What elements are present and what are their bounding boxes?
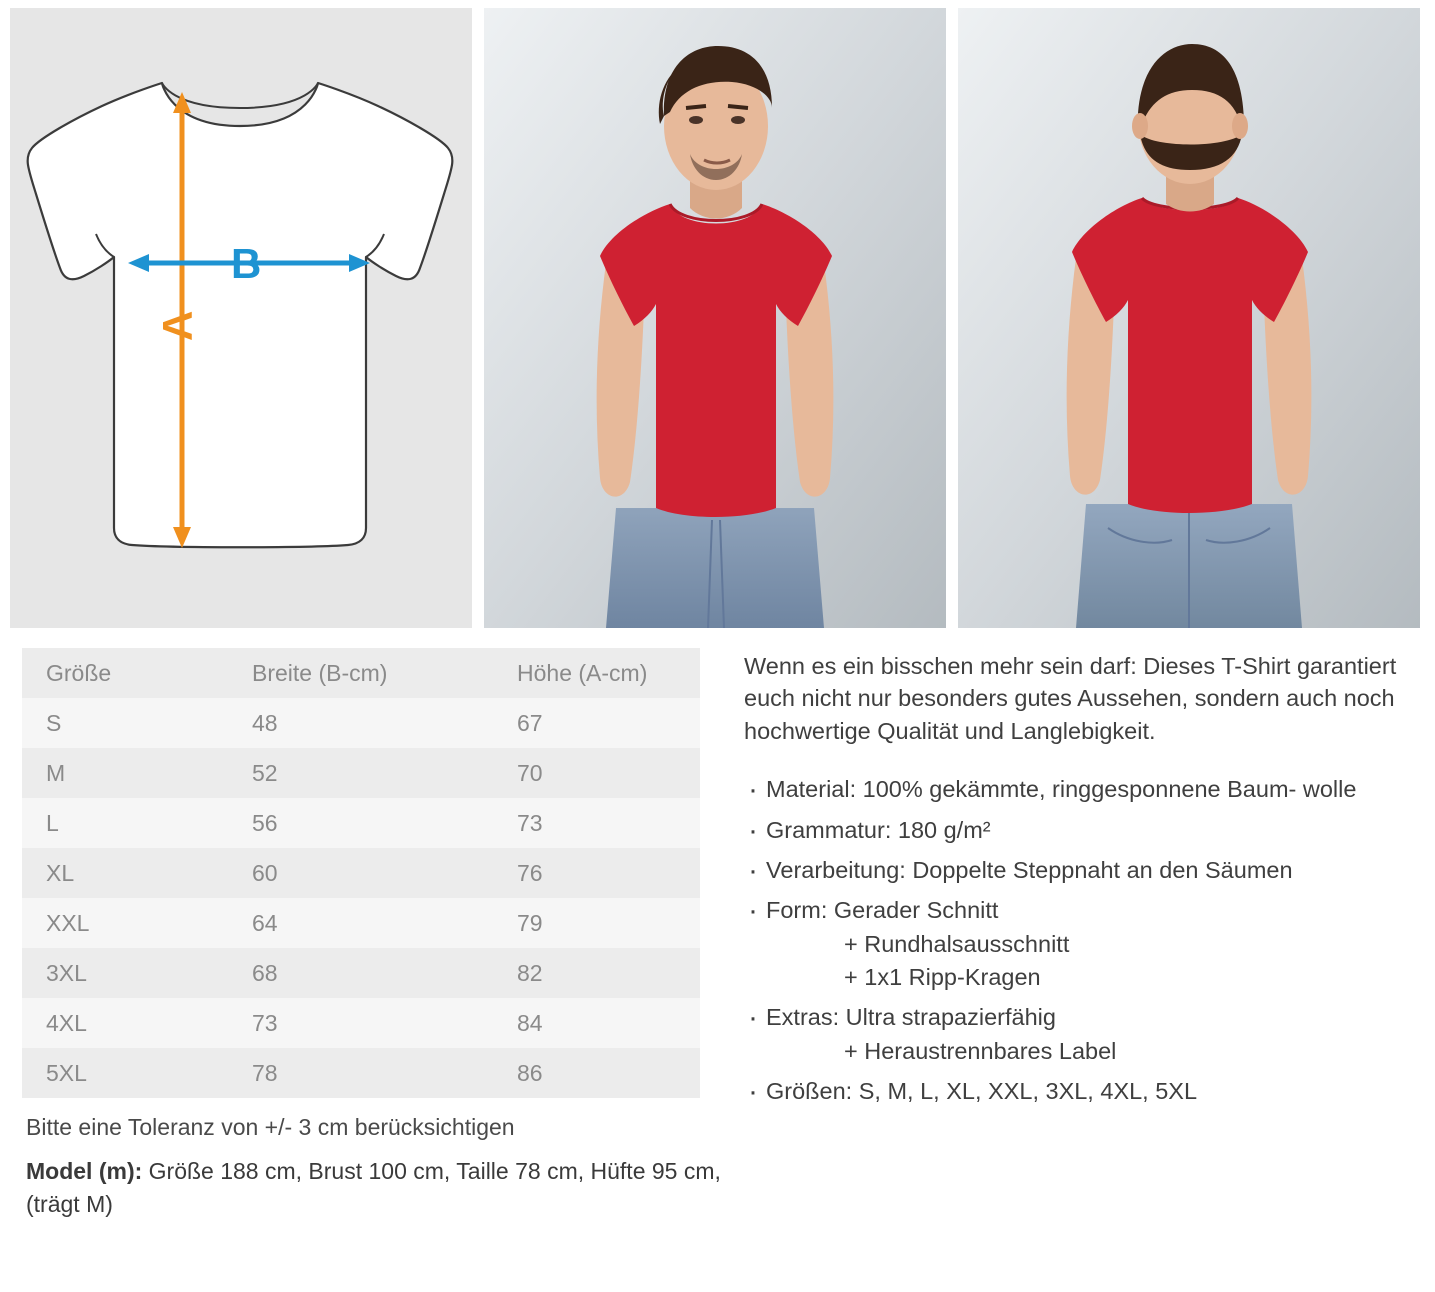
model-front-illustration (484, 8, 946, 628)
cell-size: M (46, 759, 66, 786)
width-label: B (231, 240, 262, 287)
tshirt-outline-icon (10, 8, 472, 628)
feature-list (744, 773, 1417, 1108)
list-item (744, 1075, 1417, 1108)
cell-height: 73 (517, 809, 543, 836)
cell-height: 82 (517, 959, 543, 986)
header-height: Höhe (A-cm) (517, 659, 648, 686)
model-info-label: Model (m): (26, 1158, 143, 1184)
cell-size: L (46, 809, 59, 836)
cell-width: 48 (252, 709, 278, 736)
model-front-photo (484, 8, 946, 628)
cell-width: 52 (252, 759, 278, 786)
tshirt-measurement-diagram (10, 8, 472, 628)
list-item (744, 814, 1417, 847)
tolerance-note: Bitte eine Toleranz von +/- 3 cm berücksichtigen (26, 1114, 515, 1140)
description-intro: Wenn es ein bisschen mehr sein darf: Dieses T-Shirt garantiert euch nicht nur besonders gutes Aussehen, sondern auch noch hochwertige Qualität und Langlebigkeit. (744, 653, 1397, 744)
feature-text: Grammatur: 180 g/m² (766, 816, 991, 843)
feature-subtext: + Heraustrennbares Label (844, 1037, 1117, 1064)
cell-height: 79 (517, 909, 543, 936)
cell-width: 64 (252, 909, 278, 936)
cell-size: XL (46, 859, 75, 886)
list-item (744, 1001, 1417, 1068)
cell-size: 5XL (46, 1059, 87, 1086)
feature-text: Verarbeitung: Doppelte Steppnaht an den Säumen (766, 856, 1293, 883)
table-row (22, 798, 700, 848)
feature-text: Größen: S, M, L, XL, XXL, 3XL, 4XL, 5XL (766, 1078, 1198, 1105)
cell-width: 78 (252, 1059, 278, 1086)
product-image-row (0, 0, 1435, 628)
table-row (22, 748, 700, 798)
header-width: Breite (B-cm) (252, 659, 388, 686)
cell-height: 84 (517, 1009, 543, 1036)
height-label: A (154, 310, 201, 341)
feature-text: Form: Gerader Schnitt (766, 897, 999, 924)
list-item (744, 854, 1417, 887)
cell-width: 56 (252, 809, 278, 836)
table-header-row (22, 648, 700, 698)
cell-height: 86 (517, 1059, 543, 1086)
table-row (22, 998, 700, 1048)
cell-height: 76 (517, 859, 543, 886)
table-row (22, 848, 700, 898)
feature-subtext: + 1x1 Ripp-Kragen (844, 964, 1041, 991)
cell-width: 73 (252, 1009, 278, 1036)
size-table-column (22, 648, 722, 1220)
feature-text: Extras: Ultra strapazierfähig (766, 1004, 1056, 1031)
feature-subtext: + Rundhalsausschnitt (844, 930, 1070, 957)
cell-size: 3XL (46, 959, 87, 986)
table-row (22, 898, 700, 948)
list-item (744, 894, 1417, 994)
cell-height: 67 (517, 709, 543, 736)
feature-text: Material: 100% gekämmte, ringgesponnene Baum- wolle (766, 776, 1357, 803)
model-info (26, 1155, 726, 1220)
cell-width: 68 (252, 959, 278, 986)
cell-size: XXL (46, 909, 90, 936)
table-row (22, 1048, 700, 1098)
cell-size: S (46, 709, 62, 736)
table-row (22, 948, 700, 998)
list-item (744, 773, 1417, 806)
details-section (0, 628, 1435, 1220)
model-back-photo (958, 8, 1420, 628)
table-row (22, 698, 700, 748)
header-size: Größe (46, 659, 112, 686)
cell-width: 60 (252, 859, 278, 886)
cell-height: 70 (517, 759, 543, 786)
model-info-text: Größe 188 cm, Brust 100 cm, Taille 78 cm, Hüfte 95 cm, (trägt M) (26, 1158, 721, 1217)
description-column (722, 648, 1417, 1220)
cell-size: 4XL (46, 1009, 87, 1036)
size-chart-table (22, 648, 700, 1098)
model-back-illustration (958, 8, 1420, 628)
